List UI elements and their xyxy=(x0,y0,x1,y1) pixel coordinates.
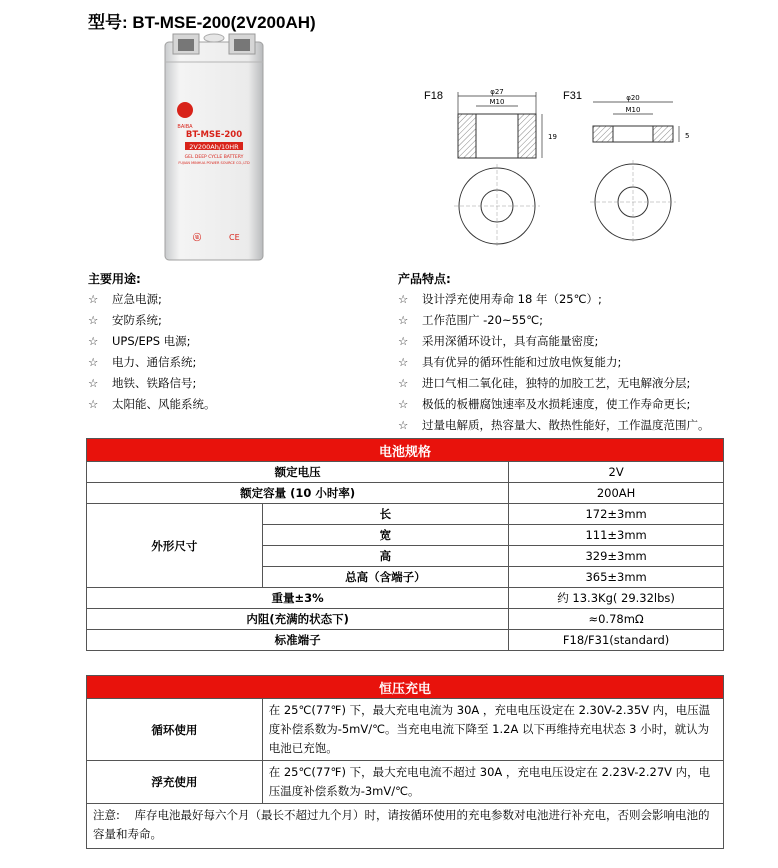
f31-thread-dim: M10 xyxy=(625,106,641,114)
length-value: 172±3mm xyxy=(509,504,724,525)
use-item xyxy=(88,352,216,373)
star-icon: ☆ xyxy=(398,292,409,306)
battery-model-text: BT-MSE-200 xyxy=(185,130,243,140)
terminal-f18-drawing xyxy=(424,84,574,259)
use-item xyxy=(88,289,216,310)
battery-image xyxy=(163,30,265,262)
f31-height-dim: 5 xyxy=(685,132,690,140)
battery-brand-text: BAIBA xyxy=(177,124,193,130)
feature-item xyxy=(398,289,710,310)
note-row xyxy=(87,804,724,849)
spec-header: 电池规格 xyxy=(87,439,724,462)
terminal-f31-drawing xyxy=(563,84,713,259)
use-item-text: UPS/EPS 电源; xyxy=(112,334,191,348)
note-text: 库存电池最好每六个月（最长不超过九个月）时，请按循环使用的充电参数对电池进行补充电，否则会影响电池的容量和寿命。 xyxy=(93,808,710,841)
spec-table xyxy=(86,438,724,651)
battery-type-text: GEL DEEP CYCLE BATTERY xyxy=(184,155,244,160)
float-use-text: 在 25℃(77℉) 下，最大充电电流不超过 30A ，充电电压设定在 2.23V-2.27V 内，电压温度补偿系数为-3mV/℃。 xyxy=(262,761,723,804)
resistance-value: ≈0.78mΩ xyxy=(509,609,724,630)
charge-header: 恒压充电 xyxy=(87,676,724,699)
use-item-text: 应急电源; xyxy=(112,292,162,306)
rated-capacity-value: 200AH xyxy=(509,483,724,504)
battery-maker-text: FUJIAN MINHUA POWER SOURCE CO.,LTD xyxy=(178,161,250,165)
width-label: 宽 xyxy=(262,525,509,546)
feature-item xyxy=(398,373,710,394)
features-heading: 产品特点: xyxy=(398,272,451,286)
cycle-use-label: 循环使用 xyxy=(87,699,263,761)
feature-item-text: 工作范围广 -20~55℃; xyxy=(422,313,543,327)
feature-item-text: 过量电解质，热容量大、散热性能好，工作温度范围广。 xyxy=(422,418,710,432)
charge-table xyxy=(86,675,724,849)
feature-item xyxy=(398,415,710,436)
use-item xyxy=(88,373,216,394)
resistance-label: 内阻(充满的状态下) xyxy=(87,609,509,630)
star-icon: ☆ xyxy=(398,418,409,432)
terminal-value: F18/F31(standard) xyxy=(509,630,724,651)
feature-item xyxy=(398,352,710,373)
cycle-use-text: 在 25℃(77℉) 下，最大充电电流为 30A ，充电电压设定在 2.30V-2.35V 内，电压温度补偿系数为-5mV/℃。当充电电流下降至 1.2A 以下再维持充电状态 3 小时，就认为电池已充饱。 xyxy=(262,699,723,761)
use-item-text: 电力、通信系统; xyxy=(112,355,197,369)
terminal-f31-label: F31 xyxy=(563,90,582,102)
feature-item-text: 进口气相二氧化硅，独特的加胶工艺，无电解液分层; xyxy=(422,376,691,390)
use-item xyxy=(88,331,216,352)
height-value: 329±3mm xyxy=(509,546,724,567)
note-label: 注意: xyxy=(93,808,120,822)
svg-text:CE: CE xyxy=(229,233,240,242)
total-height-value: 365±3mm xyxy=(509,567,724,588)
rated-voltage-value: 2V xyxy=(509,462,724,483)
f18-outer-dim: φ27 xyxy=(490,88,504,96)
feature-item-text: 设计浮充使用寿命 18 年（25℃）; xyxy=(422,292,602,306)
star-icon: ☆ xyxy=(398,334,409,348)
feature-item-text: 采用深循环设计，具有高能量密度; xyxy=(422,334,599,348)
star-icon: ☆ xyxy=(88,397,99,411)
height-label: 高 xyxy=(262,546,509,567)
use-item-text: 太阳能、风能系统。 xyxy=(112,397,216,411)
use-item-text: 安防系统; xyxy=(112,313,162,327)
star-icon: ☆ xyxy=(398,376,409,390)
star-icon: ☆ xyxy=(88,355,99,369)
feature-item xyxy=(398,331,710,352)
f31-outer-dim: φ20 xyxy=(626,94,640,102)
feature-item xyxy=(398,394,710,415)
f18-thread-dim: M10 xyxy=(489,98,505,106)
star-icon: ☆ xyxy=(398,355,409,369)
float-use-label: 浮充使用 xyxy=(87,761,263,804)
feature-item xyxy=(398,310,710,331)
battery-spec-text: 2V200Ah/10HR xyxy=(189,143,239,151)
page-title: 型号: BT-MSE-200(2V200AH) xyxy=(88,13,316,32)
rated-voltage-label: 额定电压 xyxy=(87,462,509,483)
weight-value: 约 13.3Kg( 29.32lbs) xyxy=(509,588,724,609)
use-item xyxy=(88,310,216,331)
star-icon: ☆ xyxy=(398,397,409,411)
star-icon: ☆ xyxy=(88,292,99,306)
star-icon: ☆ xyxy=(88,376,99,390)
use-item-text: 地铁、铁路信号; xyxy=(112,376,197,390)
use-item xyxy=(88,394,216,415)
svg-text:ⓤ: ⓤ xyxy=(193,233,201,242)
feature-item-text: 具有优异的循环性能和过放电恢复能力; xyxy=(422,355,622,369)
dims-label: 外形尺寸 xyxy=(87,504,263,588)
star-icon: ☆ xyxy=(88,313,99,327)
terminal-f18-label: F18 xyxy=(424,90,443,102)
total-height-label: 总高（含端子） xyxy=(262,567,509,588)
uses-heading: 主要用途: xyxy=(88,272,141,286)
star-icon: ☆ xyxy=(88,334,99,348)
width-value: 111±3mm xyxy=(509,525,724,546)
weight-label: 重量±3% xyxy=(87,588,509,609)
star-icon: ☆ xyxy=(398,313,409,327)
features-list xyxy=(398,289,710,436)
terminal-label: 标准端子 xyxy=(87,630,509,651)
uses-list xyxy=(88,289,216,415)
rated-capacity-label: 额定容量 (10 小时率) xyxy=(87,483,509,504)
feature-item-text: 极低的板栅腐蚀速率及水损耗速度，使工作寿命更长; xyxy=(422,397,691,411)
f18-height-dim: 19 xyxy=(548,133,557,141)
length-label: 长 xyxy=(262,504,509,525)
